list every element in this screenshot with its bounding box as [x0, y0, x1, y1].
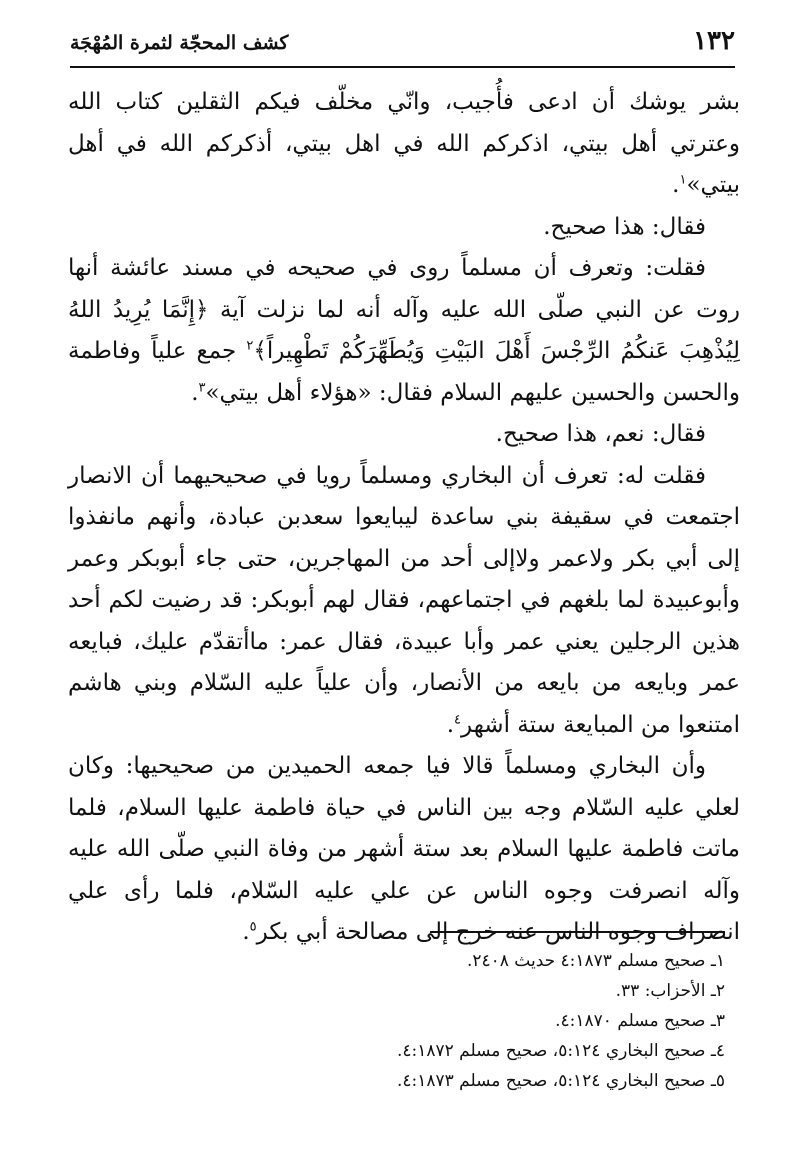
running-title: كشف المحجّة لثمرة المُهْجَة — [70, 32, 289, 54]
footnote-1: ١ـ صحيح مسلم ٤:١٨٧٣ حديث ٢٤٠٨. — [466, 951, 725, 971]
footnote-ref-3: ٣ — [198, 379, 206, 395]
footnote-ref-2: ٢ — [246, 338, 254, 354]
footnote-ref-1: ١ — [679, 172, 687, 188]
main-text — [68, 82, 740, 954]
paragraph-2: فقال: هذا صحيح. — [543, 213, 706, 240]
footnote-ref-4: ٤ — [454, 711, 461, 727]
footnotes — [225, 946, 725, 1096]
paragraph-1: بشر يوشك أن ادعى فأُجيب، وانّي مخلّف فيكم الثقلين كتاب الله وعترتي أهل بيتي، اذكركم الله في اهل بيتي، أذكركم الله في أهل بيتي»$^١$. — [68, 89, 740, 198]
footnote-2: ٢ـ الأحزاب: ٣٣. — [615, 981, 725, 1001]
page-header — [70, 22, 735, 68]
footnote-divider — [430, 931, 725, 933]
paragraph-5: فقلت له: تعرف أن البخاري ومسلماً رويا في صحيحيهما أن الانصار اجتمعت في سقيفة بني ساعدة ليبايعوا سعدبن عبادة، وأنهم مانفذوا إلى أبي بكر ولاعمر ولاإلى أحد من المهاجرين، حتى جاء أبوبكر وعمر وأبوعبيدة لما بلغهم في اجتماعهم، فقال لهم أبوبكر: قد رضيت لكم أحد هذين الرجلين يعني عمر وأبا عبيدة، فقال عمر: ماأتقدّم عليك، فبايعه عمر وبايعه من بايعه من الأنصار، وأن علياً عليه السّلام وبني هاشم امتنعوا من المبايعة ستة أشهر$^٤$. — [68, 462, 740, 738]
footnote-3: ٣ـ صحيح مسلم ٤:١٨٧٠. — [555, 1011, 725, 1031]
footnote-4: ٤ـ صحيح البخاري ٥:١٢٤، صحيح مسلم ٤:١٨٧٢. — [396, 1041, 725, 1061]
footnote-ref-5: ٥ — [249, 919, 257, 935]
paragraph-4: فقال: نعم، هذا صحيح. — [495, 421, 706, 447]
paragraph-3: فقلت: وتعرف أن مسلماً روى في صحيحه في مسند عائشة أنها روت عن النبي صلّى الله عليه وآله أنه لما نزلت آية ﴿إِنَّمَا يُرِيدُ اللهُ لِيُذْهِبَ عَنكُمُ الرِّجْسَ أَهْلَ البَيْتِ وَيُطَهِّرَكُمْ تَطْهِيراً﴾$^٢$ جمع علياً وفاطمة والحسن والحسين عليهم السلام فقال: «هؤلاء أهل بيتي»$^٣$. — [68, 255, 740, 406]
page-number: ١٣٢ — [693, 26, 735, 56]
footnote-5: ٥ـ صحيح البخاري ٥:١٢٤، صحيح مسلم ٤:١٨٧٣. — [396, 1071, 725, 1091]
paragraph-6: وأن البخاري ومسلماً قالا فيا جمعه الحميدين من صحيحيها: وكان لعلي عليه السّلام وجه بين الناس في حياة فاطمة عليها السلام، فلما ماتت فاطمة عليها السلام بعد ستة أشهر من وفاة النبي صلّى الله عليه وآله انصرفت وجوه الناس عن علي عليه السّلام، فلما رأى علي انصراف وجوه الناس عنه خرج إلى مصالحة أبي بكر$^٥$. — [68, 753, 740, 945]
